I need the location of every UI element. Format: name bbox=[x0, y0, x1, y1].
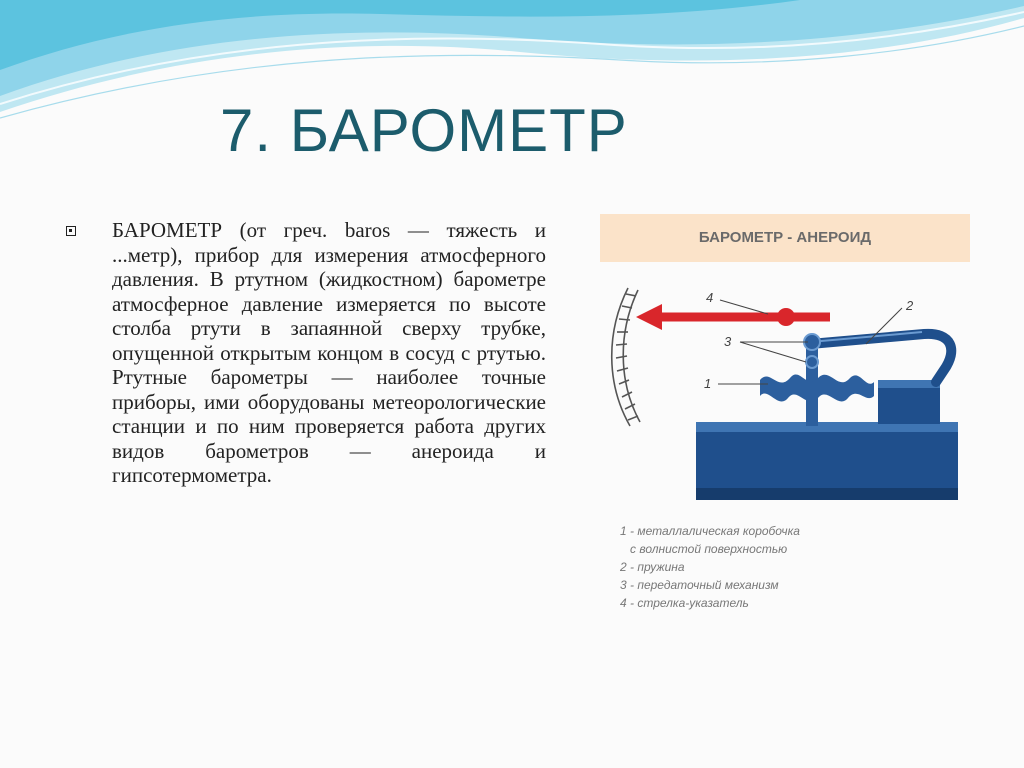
legend-item: 1 - металлалическая коробочка bbox=[620, 524, 800, 538]
aneroid-figure bbox=[600, 214, 972, 630]
callout-3: 3 bbox=[724, 334, 732, 349]
legend-item: 2 - пружина bbox=[620, 560, 685, 574]
figure-legend bbox=[620, 522, 960, 612]
callout-2: 2 bbox=[906, 298, 914, 313]
callout-4: 4 bbox=[706, 290, 714, 305]
aneroid-diagram bbox=[600, 262, 972, 562]
legend-item: 3 - передаточный механизм bbox=[620, 578, 779, 592]
callout-1: 1 bbox=[704, 376, 712, 391]
pressure-scale bbox=[612, 288, 640, 426]
slide-title: 7. БАРОМЕТР bbox=[220, 97, 628, 164]
bullet-icon bbox=[66, 226, 76, 236]
body-paragraph: БАРОМЕТР (от греч. baros — тяжесть и ...метр), прибор для измерения атмосферного давления. В ртутном (жидкостном) барометре атмосферное давление измеряется по высоте столба ртути в запаянной сверху трубке, опущенной открытым концом в сосуд с ртутью. Ртутные барометры — наиболее точные приборы, ими оборудованы метеорологические станции и по ним проверяется работа других видов барометров — анероида и гипсотермометра. bbox=[112, 218, 546, 487]
aneroid-base bbox=[696, 380, 958, 500]
legend-item: 4 - стрелка-указатель bbox=[620, 596, 749, 610]
legend-item: с волнистой поверхностью bbox=[630, 542, 788, 556]
figure-title: БАРОМЕТР - АНЕРОИД bbox=[698, 229, 872, 246]
